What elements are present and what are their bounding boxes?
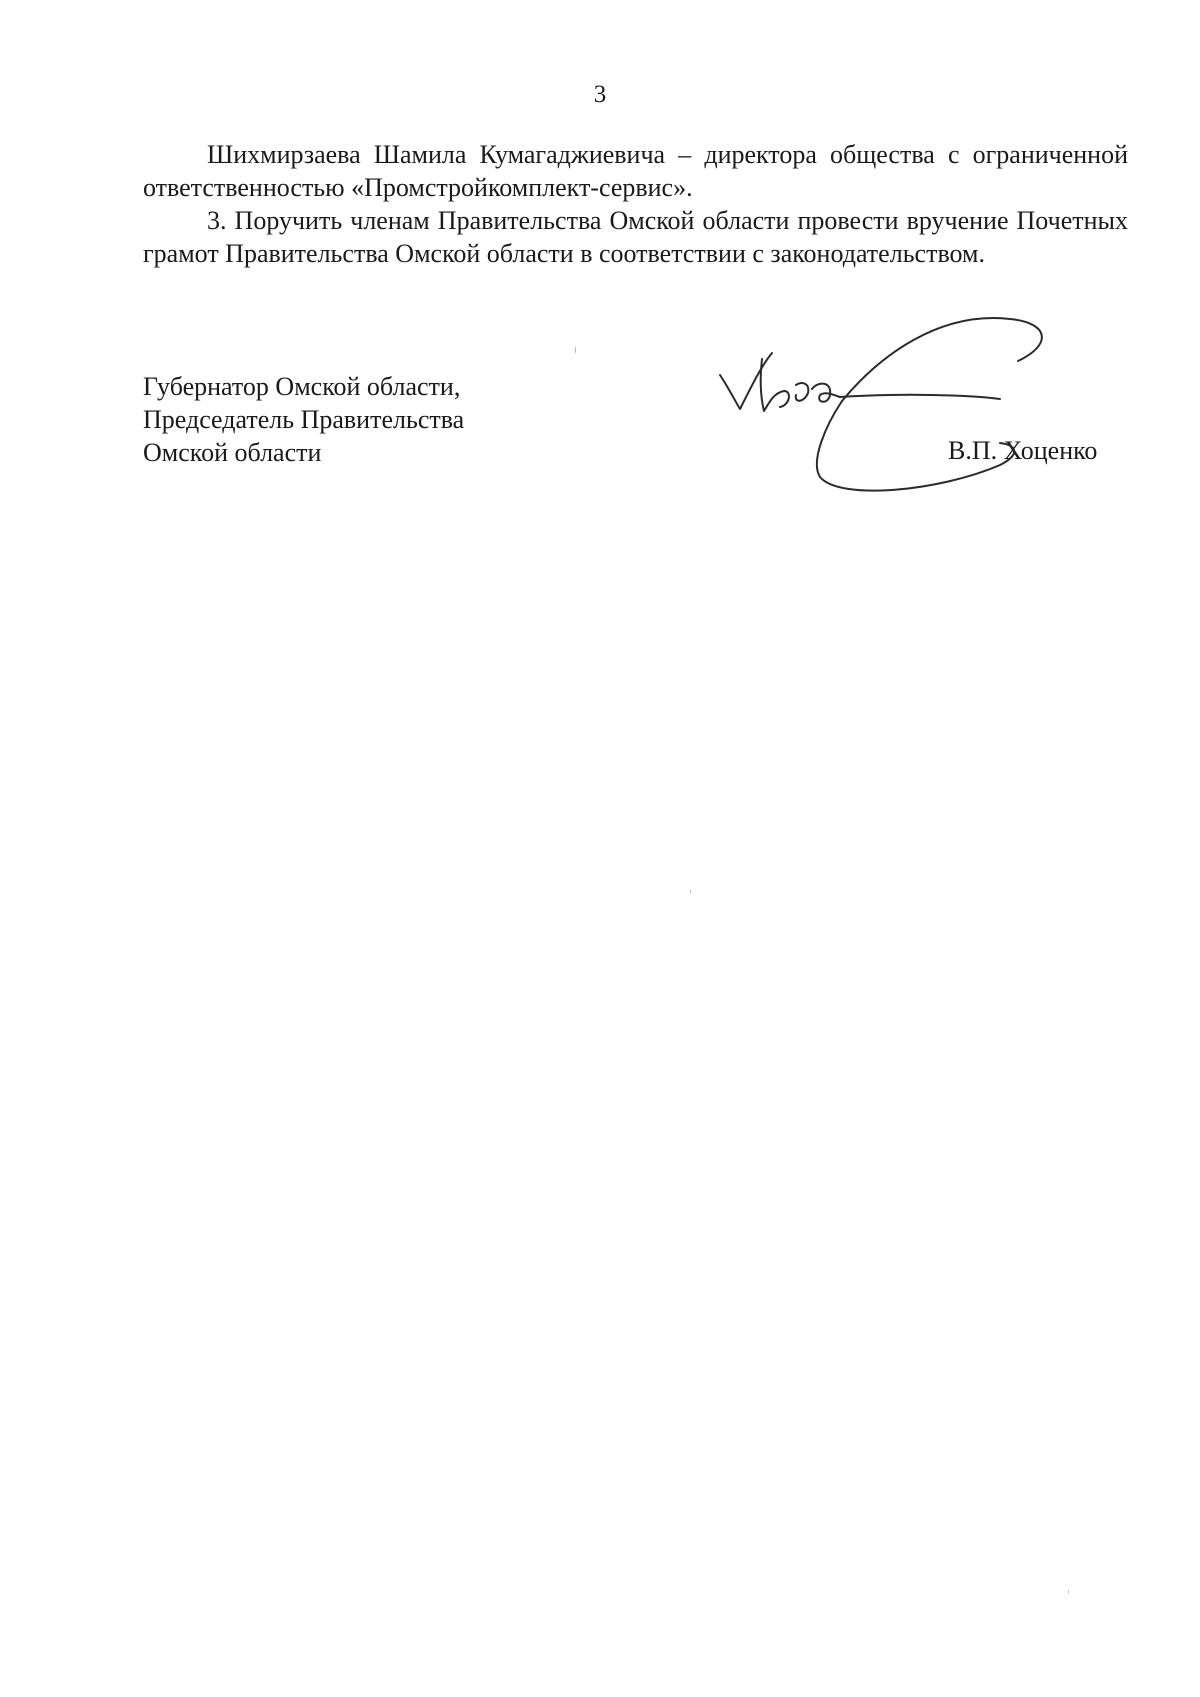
document-body bbox=[143, 138, 1128, 270]
signature-stroke bbox=[761, 359, 789, 411]
scan-artifact bbox=[690, 890, 691, 893]
signature-stroke bbox=[796, 383, 809, 401]
signatory-title-line: Председатель Правительства bbox=[143, 405, 465, 434]
signatory-title-line: Губернатор Омской области, bbox=[143, 372, 461, 401]
signature-stroke bbox=[720, 353, 772, 409]
scan-artifact bbox=[575, 347, 576, 353]
page-number: 3 bbox=[593, 81, 607, 108]
signature-stroke bbox=[840, 395, 1000, 399]
handwritten-signature bbox=[700, 315, 1080, 525]
signature-stroke bbox=[842, 318, 1042, 401]
signatory-title bbox=[143, 370, 464, 469]
signature-stroke bbox=[812, 384, 840, 402]
paragraph-awardee: Шихмирзаева Шамила Кумагаджиевича – директора общества с ограниченной ответственностью «Промстройкомплект-сервис». bbox=[143, 140, 1128, 202]
paragraph-instruction: 3. Поручить членам Правительства Омской области провести вручение Почетных грамот Правительства Омской области в соответствии с законодательством. bbox=[143, 206, 1128, 268]
signer-name: В.П. Хоценко bbox=[948, 436, 1098, 465]
signatory-title-line: Омской области bbox=[143, 438, 322, 467]
signature-stroke bbox=[817, 401, 1014, 491]
scan-artifact bbox=[1068, 1590, 1069, 1593]
